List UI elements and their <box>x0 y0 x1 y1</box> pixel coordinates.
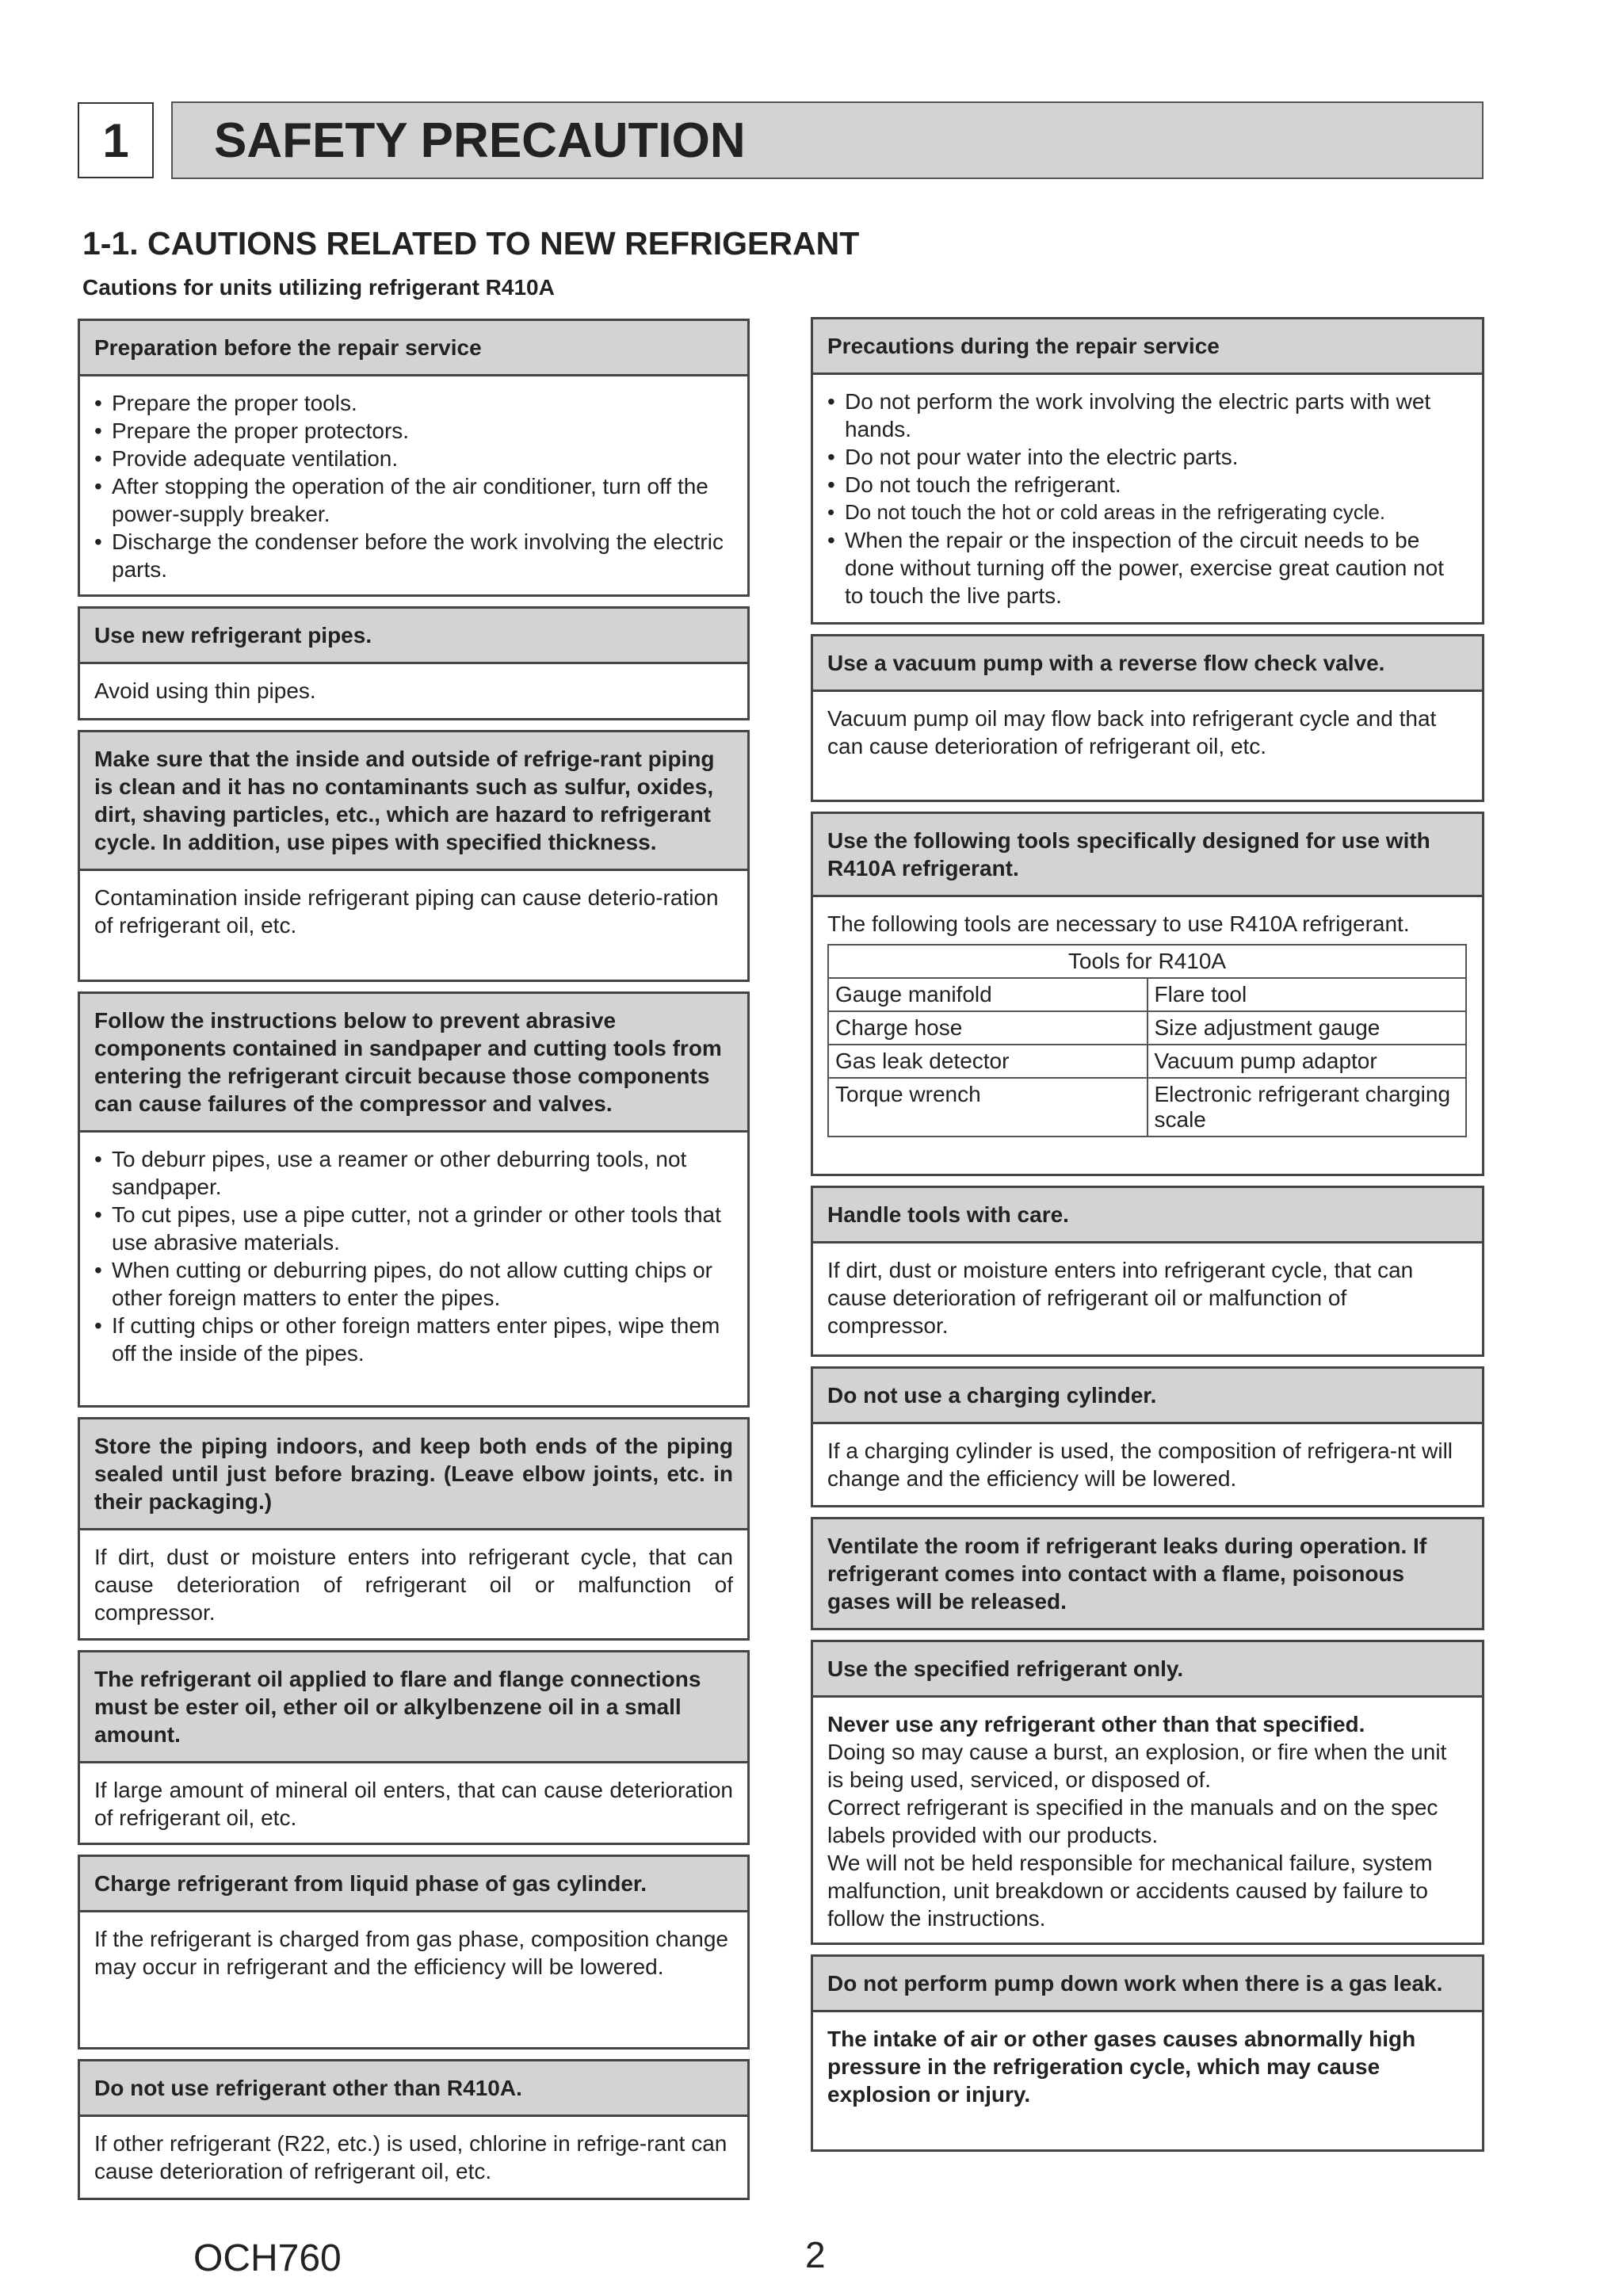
list-item: • Do not touch the refrigerant. <box>827 471 1468 499</box>
caution-box-new-pipes <box>78 606 750 720</box>
caution-box-handle-tools <box>811 1186 1484 1357</box>
caution-box-store-piping <box>78 1417 750 1641</box>
caution-box-title: Store the piping indoors, and keep both ends of the piping sealed until just before brazing. (Leave elbow joints, etc. in their packaging.) <box>80 1419 747 1530</box>
caution-box-title: Do not use a charging cylinder. <box>813 1369 1482 1424</box>
list-item: • When cutting or deburring pipes, do not allow cutting chips or other foreign matters to enter the pipes. <box>94 1256 733 1312</box>
caution-box-clean-piping <box>78 730 750 982</box>
list-item: • To deburr pipes, use a reamer or other deburring tools, not sandpaper. <box>94 1145 733 1201</box>
table-cell: Gauge manifold <box>828 978 1148 1011</box>
section-subtitle: Cautions for units utilizing refrigerant R410A <box>82 275 555 300</box>
caution-box-liquid-phase <box>78 1855 750 2050</box>
table-row <box>828 1011 1466 1045</box>
table-row <box>828 1078 1466 1137</box>
caution-box-title: Ventilate the room if refrigerant leaks during operation. If refrigerant comes into contact with a flame, poisonous gases will be released. <box>813 1519 1482 1628</box>
document-code: OCH760 <box>193 2237 342 2279</box>
paragraph: We will not be held responsible for mechanical failure, system malfunction, unit breakdown or accidents caused by failure to follow the instructions. <box>827 1851 1433 1931</box>
caution-box-title: Precautions during the repair service <box>813 319 1482 375</box>
caution-box-body <box>80 1133 747 1380</box>
table-row <box>828 1045 1466 1078</box>
caution-box-title: Do not use refrigerant other than R410A. <box>80 2061 747 2117</box>
list-item: • Prepare the proper tools. <box>94 389 733 417</box>
paragraph: Doing so may cause a burst, an explosion, or fire when the unit is being used, serviced, or disposed of. <box>827 1740 1447 1792</box>
caution-box-body <box>80 376 747 596</box>
caution-box-title: Use a vacuum pump with a reverse flow check valve. <box>813 636 1482 692</box>
list-item: • Do not perform the work involving the electric parts with wet hands. <box>827 388 1468 443</box>
caution-box-body: Contamination inside refrigerant piping can cause deterio-ration of refrigerant oil, etc. <box>94 885 719 938</box>
table-cell: Electronic refrigerant charging scale <box>1148 1078 1467 1137</box>
caution-box-body <box>813 897 1482 1153</box>
caution-box-body: Avoid using thin pipes. <box>94 678 316 703</box>
caution-box-body <box>813 1698 1482 1945</box>
chapter-title: SAFETY PRECAUTION <box>171 101 1484 179</box>
caution-box-body: The intake of air or other gases causes abnormally high pressure in the refrigeration cycle, which may cause explosion or injury. <box>827 2027 1416 2107</box>
bullet-list <box>94 389 733 583</box>
table-row <box>828 978 1466 1011</box>
caution-box-title: Use the following tools specifically designed for use with R410A refrigerant. <box>813 814 1482 897</box>
bullet-list <box>94 1145 733 1367</box>
list-item: • Do not touch the hot or cold areas in the refrigerating cycle. <box>827 499 1468 526</box>
caution-box-ventilate <box>811 1517 1484 1630</box>
caution-box-r410a-only <box>78 2059 750 2200</box>
list-item: • Provide adequate ventilation. <box>94 445 733 472</box>
list-item: • Discharge the condenser before the work involving the electric parts. <box>94 528 733 583</box>
caution-box-body: If dirt, dust or moisture enters into refrigerant cycle, that can cause deterioration of refrigerant oil or malfunction of compressor. <box>94 1545 733 1625</box>
table-cell: Size adjustment gauge <box>1148 1011 1467 1045</box>
tools-table-caption: Tools for R410A <box>828 945 1466 978</box>
caution-box-body <box>813 375 1482 622</box>
list-item: • Do not pour water into the electric parts. <box>827 443 1468 471</box>
caution-box-title: Make sure that the inside and outside of refrige-rant piping is clean and it has no contaminants such as sulfur, oxides, dirt, shaving particles, etc., which are hazard to refrigerant cycle. In addition, use pipes with specified thickness. <box>80 732 747 871</box>
caution-box-title: Use new refrigerant pipes. <box>80 609 747 664</box>
caution-box-charging-cylinder <box>811 1366 1484 1507</box>
caution-box-body: If a charging cylinder is used, the composition of refrigera-nt will change and the efficiency will be lowered. <box>827 1438 1453 1491</box>
list-item: • To cut pipes, use a pipe cutter, not a grinder or other tools that use abrasive materials. <box>94 1201 733 1256</box>
caution-box-title: Do not perform pump down work when there is a gas leak. <box>813 1957 1482 2012</box>
caution-box-repair-precautions <box>811 317 1484 625</box>
caution-box-preparation <box>78 319 750 597</box>
section-title: 1-1. CAUTIONS RELATED TO NEW REFRIGERANT <box>82 225 860 262</box>
caution-box-pump-down <box>811 1954 1484 2152</box>
list-item: • After stopping the operation of the air conditioner, turn off the power-supply breaker. <box>94 472 733 528</box>
caution-box-body: If the refrigerant is charged from gas phase, composition change may occur in refrigerant and the efficiency will be lowered. <box>94 1927 728 1979</box>
table-cell: Torque wrench <box>828 1078 1148 1137</box>
caution-box-r410a-tools <box>811 812 1484 1176</box>
tools-intro: The following tools are necessary to use R410A refrigerant. <box>827 911 1410 936</box>
caution-box-body: If other refrigerant (R22, etc.) is used, chlorine in refrige-rant can cause deterioration of refrigerant oil, etc. <box>94 2131 727 2183</box>
caution-box-title: Follow the instructions below to prevent abrasive components contained in sandpaper and cutting tools from entering the refrigerant circuit because those components can cause failures of the compressor and valves. <box>80 994 747 1133</box>
page-number: 2 <box>805 2234 826 2275</box>
caution-box-specified-refrigerant <box>811 1640 1484 1945</box>
left-column <box>78 319 750 2210</box>
caution-box-vacuum-pump <box>811 634 1484 802</box>
caution-box-title: Preparation before the repair service <box>80 321 747 376</box>
table-cell: Vacuum pump adaptor <box>1148 1045 1467 1078</box>
caution-box-title: The refrigerant oil applied to flare and flange connections must be ester oil, ether oil or alkylbenzene oil in a small amount. <box>80 1652 747 1763</box>
list-item: • If cutting chips or other foreign matters enter pipes, wipe them off the inside of the pipes. <box>94 1312 733 1367</box>
warning-lead: Never use any refrigerant other than that specified. <box>827 1712 1365 1736</box>
paragraph: Correct refrigerant is specified in the manuals and on the spec labels provided with our products. <box>827 1795 1438 1847</box>
table-cell: Flare tool <box>1148 978 1467 1011</box>
caution-box-title: Handle tools with care. <box>813 1188 1482 1244</box>
chapter-number: 1 <box>78 102 154 178</box>
caution-box-abrasive <box>78 991 750 1408</box>
right-column <box>811 317 1484 2161</box>
caution-box-body: If dirt, dust or moisture enters into refrigerant cycle, that can cause deterioration of refrigerant oil or malfunction of compressor. <box>827 1258 1414 1338</box>
list-item: • Prepare the proper protectors. <box>94 417 733 445</box>
caution-box-body: If large amount of mineral oil enters, that can cause deterioration of refrigerant oil, etc. <box>94 1778 733 1830</box>
caution-box-title: Use the specified refrigerant only. <box>813 1642 1482 1698</box>
tools-table <box>827 944 1467 1137</box>
bullet-list <box>827 388 1468 609</box>
caution-box-refrigerant-oil <box>78 1650 750 1845</box>
caution-box-body: Vacuum pump oil may flow back into refrigerant cycle and that can cause deterioration of refrigerant oil, etc. <box>827 706 1437 758</box>
table-cell: Gas leak detector <box>828 1045 1148 1078</box>
list-item: • When the repair or the inspection of the circuit needs to be done without turning off the power, exercise great caution not to touch the live parts. <box>827 526 1468 609</box>
caution-box-title: Charge refrigerant from liquid phase of gas cylinder. <box>80 1857 747 1912</box>
table-cell: Charge hose <box>828 1011 1148 1045</box>
